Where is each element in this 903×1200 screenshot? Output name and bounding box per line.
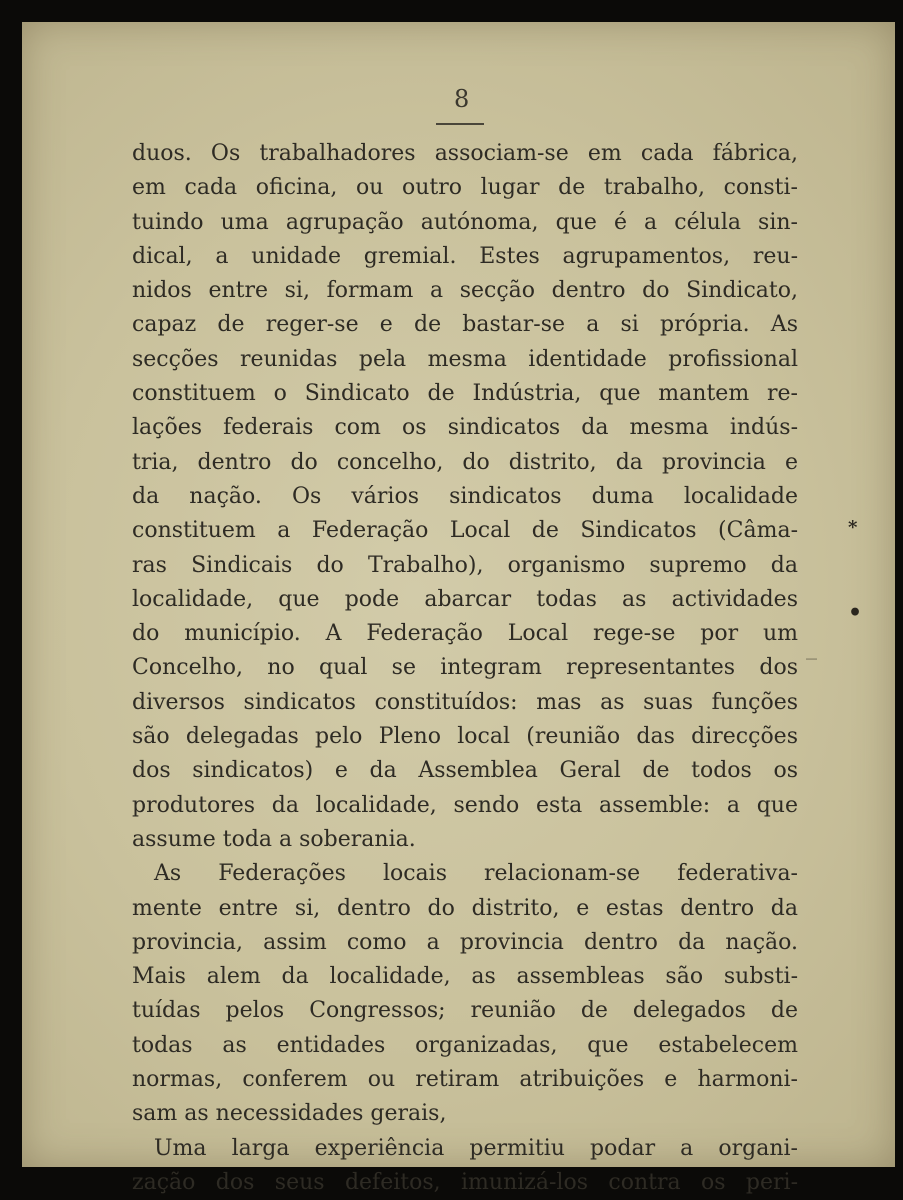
text-line: provincia, assim como a provincia dentro da nação. [132, 929, 798, 955]
page-number: 8 [454, 85, 470, 113]
text-line: Mais alem da localidade, as assembleas são substi- [132, 964, 798, 990]
text-line: tria, dentro do concelho, do distrito, da provincia e [132, 449, 798, 475]
text-line: As Federações locais relacionam-se federativa- [154, 861, 798, 887]
margin-mark: • [848, 600, 863, 626]
body-text [132, 137, 798, 1200]
text-line: são delegadas pelo Pleno local (reunião das direcções [132, 724, 798, 750]
text-line: normas, conferem ou retiram atribuições e harmoni- [132, 1067, 798, 1093]
text-line: constituem o Sindicato de Indústria, que mantem re- [132, 381, 798, 407]
text-line: todas as entidades organizadas, que estabelecem [132, 1032, 798, 1058]
text-line: tuindo uma agrupação autónoma, que é a célula sin- [132, 209, 798, 235]
text-line: lações federais com os sindicatos da mesma indús- [132, 415, 798, 441]
text-line: nidos entre si, formam a secção dentro do Sindicato, [132, 278, 798, 304]
text-line: Concelho, no qual se integram representantes dos [132, 655, 798, 681]
text-line: duos. Os trabalhadores associam-se em cada fábrica, [132, 141, 798, 166]
text-line: do município. A Federação Local rege-se por um [132, 621, 798, 647]
margin-mark: * [848, 517, 858, 538]
text-line: tuídas pelos Congressos; reunião de delegados de [132, 998, 798, 1024]
text-line: zação dos seus defeitos, imunizá-los contra os peri- [132, 1169, 798, 1195]
text-line: dical, a unidade gremial. Estes agrupamentos, reu- [132, 243, 798, 269]
text-line: constituem a Federação Local de Sindicatos (Câma- [132, 518, 798, 544]
page-number-rule [436, 123, 484, 125]
text-line: mente entre si, dentro do distrito, e estas dentro da [132, 895, 798, 921]
text-line: localidade, que pode abarcar todas as actividades [132, 586, 798, 612]
text-line: diversos sindicatos constituídos: mas as suas funções [132, 689, 798, 715]
text-line: dos sindicatos) e da Assemblea Geral de todos os [132, 758, 798, 784]
text-line: secções reunidas pela mesma identidade profissional [132, 346, 798, 372]
margin-mark: _ [806, 635, 817, 660]
text-line: sam as necessidades gerais, [132, 1101, 447, 1127]
text-line: assume toda a soberania. [132, 826, 416, 852]
text-line: produtores da localidade, sendo esta assemble: a que [132, 792, 798, 818]
text-line: capaz de reger-se e de bastar-se a si própria. As [132, 312, 798, 338]
text-line: Uma larga experiência permitiu podar a organi- [154, 1135, 798, 1161]
text-line: da nação. Os vários sindicatos duma localidade [132, 483, 798, 509]
text-line: em cada oficina, ou outro lugar de trabalho, consti- [132, 175, 798, 201]
text-line: ras Sindicais do Trabalho), organismo supremo da [132, 552, 798, 578]
